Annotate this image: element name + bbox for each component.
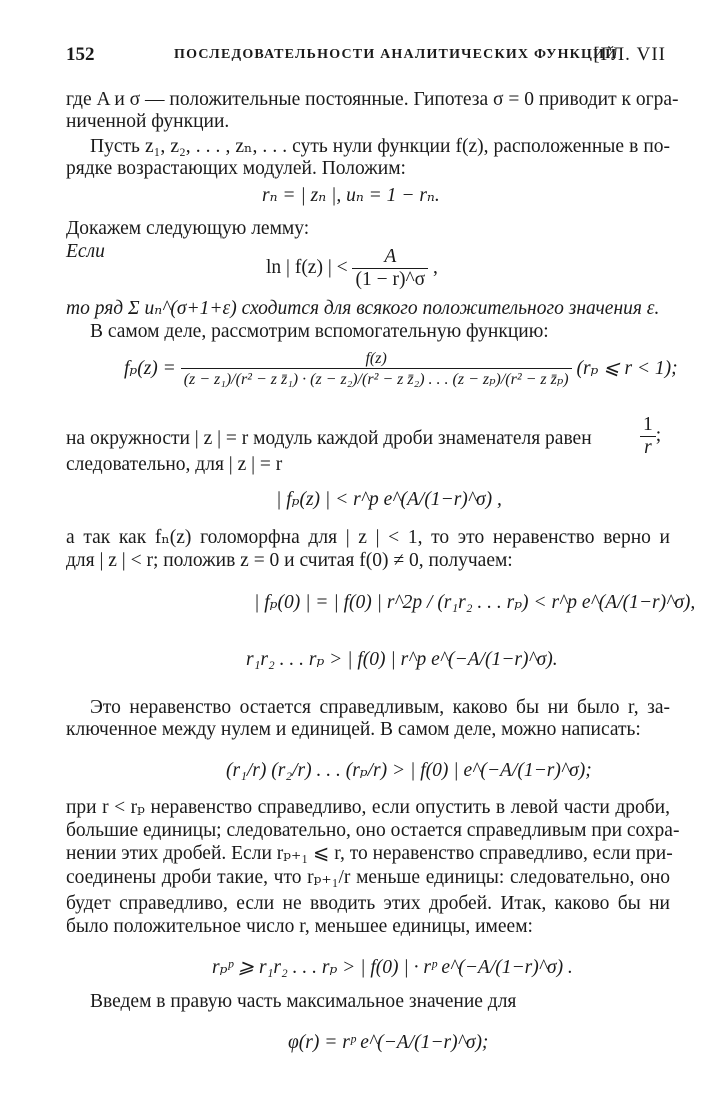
text-line: рядке возрастающих модулей. Положим:	[66, 158, 406, 179]
running-title: ПОСЛЕДОВАТЕЛЬНОСТИ АНАЛИТИЧЕСКИХ ФУНКЦИЙ	[174, 47, 618, 62]
text-line: Пусть z₁, z₂, . . . , zₙ, . . . суть нули функции f(z), расположенные в по-	[90, 136, 670, 157]
eq-lhs: fₚ(z) =	[124, 357, 176, 379]
text-line: где A и σ — положительные постоянные. Гипотеза σ = 0 приводит к огра-	[66, 89, 679, 110]
equation-auxiliary-function	[124, 350, 678, 389]
eq-denominator: (z − z₁)/(r² − z z̄₁) · (z − z₂)/(r² − z z̄₂) . . . (z − zₚ)/(r² − z z̄ₚ)	[183, 371, 569, 388]
text-line: а так как fₙ(z) голоморфна для | z | < 1, то это неравенство верно и	[66, 527, 670, 548]
text-line: Введем в правую часть максимальное значение для	[90, 991, 517, 1012]
equation-definitions: rₙ = | zₙ |, uₙ = 1 − rₙ.	[262, 185, 440, 206]
fraction-numerator: 1	[640, 414, 656, 437]
text-line: следовательно, для | z | = r	[66, 454, 283, 475]
text-line: В самом деле, рассмотрим вспомогательную функцию:	[90, 321, 549, 342]
text-line: при r < rₚ неравенство справедливо, если опустить в левой части дроби,	[66, 797, 670, 818]
eq-numerator: A	[352, 246, 428, 269]
text-line: было положительное число r, меньшее единицы, имеем:	[66, 916, 533, 937]
punctuation: ;	[655, 424, 662, 446]
eq-fraction	[181, 350, 572, 389]
page-number: 152	[66, 44, 95, 65]
equation-phi: φ(r) = rᵖ e^(−A/(1−r)^σ);	[288, 1032, 489, 1053]
equation-final-inequality: rₚᵖ ⩾ r₁r₂ . . . rₚ > | f(0) | · rᵖ e^(−A/(1−r)^σ) .	[212, 957, 573, 978]
text-line: Докажем следующую лемму:	[66, 218, 310, 239]
text-line: ключенное между нулем и единицей. В самом деле, можно написать:	[66, 719, 641, 740]
text-line: Это неравенство остается справедливым, каково бы ни было r, за-	[90, 697, 670, 718]
eq-end: ,	[433, 256, 438, 278]
equation-ratio-product: (r₁/r) (r₂/r) . . . (rₚ/r) > | f(0) | e^(−A/(1−r)^σ);	[226, 760, 592, 781]
text-line: большие единицы; следовательно, оно остается справедливым при сохра-	[66, 820, 680, 841]
eq-condition: (rₚ ⩽ r < 1);	[576, 357, 678, 379]
equation-at-zero: | fₚ(0) | = | f(0) | r^2p / (r₁r₂ . . . rₚ) < r^p e^(A/(1−r)^σ),	[254, 592, 696, 613]
lemma-condition-word: Если	[66, 241, 105, 262]
eq-lhs: ln | f(z) | <	[266, 256, 348, 278]
eq-denominator: (1 − r)^σ	[355, 269, 426, 290]
text-line: нении этих дробей. Если rₚ₊₁ ⩽ r, то неравенство справедливо, если при-	[66, 843, 673, 864]
equation-bound-on-circle: | fₚ(z) | < r^p e^(A/(1−r)^σ) ,	[276, 489, 502, 510]
equation-product-bound: r₁r₂ . . . rₚ > | f(0) | r^p e^(−A/(1−r)^σ).	[246, 649, 558, 670]
text-line: соединены дроби такие, что rₚ₊₁/r меньше единицы: следовательно, оно	[66, 867, 670, 888]
text-line: ниченной функции.	[66, 111, 230, 132]
text-line: будет справедливо, если не вводить этих дробей. Итак, каково бы ни	[66, 893, 670, 914]
fraction-denominator: r	[644, 437, 652, 458]
running-header	[66, 44, 666, 68]
chapter-label: [ГЛ. VII	[593, 44, 666, 65]
text-line: на окружности | z | = r модуль каждой дроби знаменателя равен	[66, 428, 592, 449]
equation-lemma-hypothesis	[266, 246, 438, 291]
eq-numerator: f(z)	[181, 350, 572, 369]
text-line: для | z | < r; положив z = 0 и считая f(0) ≠ 0, получаем:	[66, 550, 513, 571]
lemma-statement: то ряд Σ uₙ^(σ+1+ε) сходится для всякого положительного значения ε.	[66, 298, 660, 319]
eq-fraction	[352, 246, 428, 291]
